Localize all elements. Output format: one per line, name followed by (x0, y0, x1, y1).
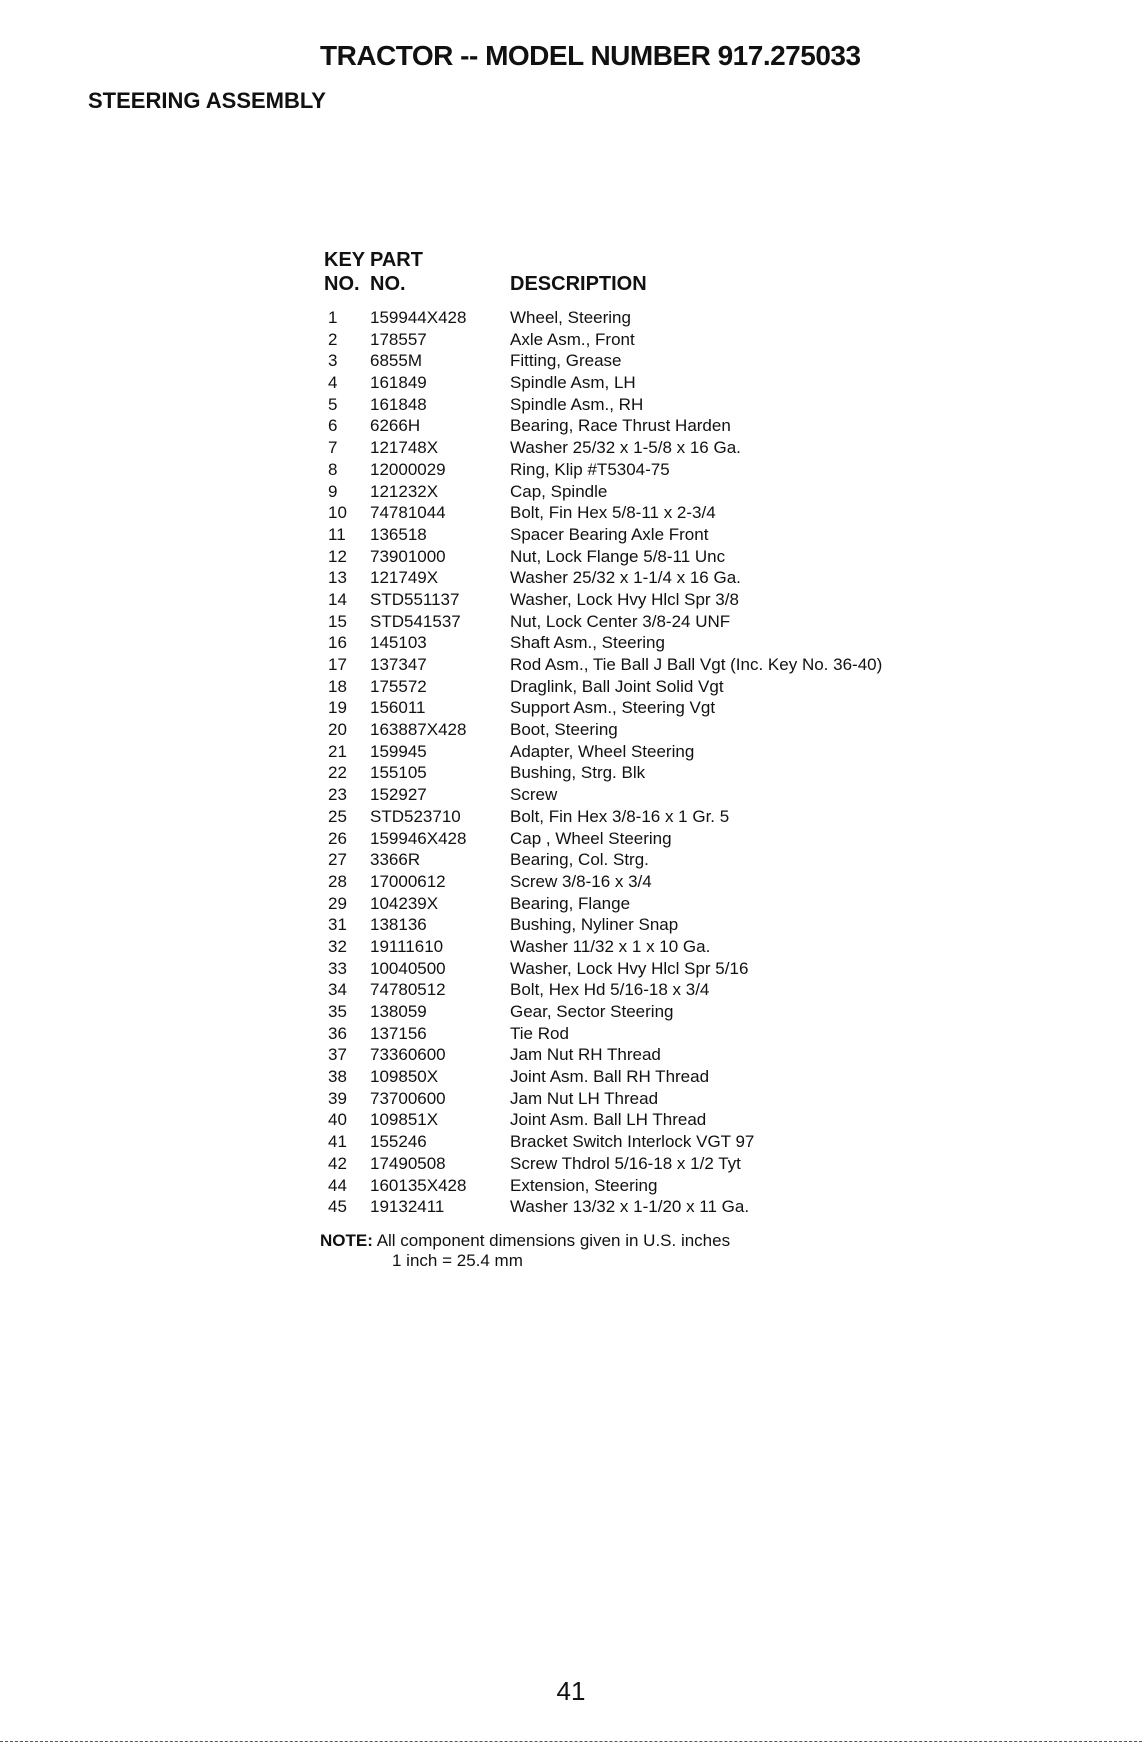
description: Washer 11/32 x 1 x 10 Ga. (510, 936, 711, 956)
description: Fitting, Grease (510, 351, 622, 371)
description: Rod Asm., Tie Ball J Ball Vgt (Inc. Key No. 36-40) (510, 655, 883, 674)
part-no: 121748X (370, 438, 439, 458)
description: Shaft Asm., Steering (510, 633, 665, 653)
part-no: 19132411 (370, 1197, 445, 1217)
part-no: 6855M (370, 351, 422, 371)
key-no: 25 (328, 806, 347, 826)
part-no: 109851X (370, 1110, 439, 1130)
table-row (324, 546, 984, 568)
key-no: 29 (328, 893, 347, 913)
description: Bracket Switch Interlock VGT 97 (510, 1132, 755, 1152)
key-no: 7 (328, 438, 338, 458)
table-header (324, 248, 924, 296)
note-line2: 1 inch = 25.4 mm (392, 1251, 523, 1270)
table-row (324, 1153, 984, 1175)
part-no: 155246 (370, 1132, 427, 1152)
table-row (324, 1196, 984, 1218)
part-no: 3366R (370, 850, 421, 870)
description: Spindle Asm., RH (510, 394, 644, 414)
table-row (324, 719, 984, 741)
description: Nut, Lock Flange 5/8-11 Unc (510, 546, 726, 566)
description: Bolt, Fin Hex 5/8-11 x 2-3/4 (510, 503, 716, 523)
part-no: STD551137 (370, 589, 460, 609)
table-row (324, 307, 984, 329)
page-title: TRACTOR -- MODEL NUMBER 917.275033 (320, 40, 861, 71)
table-row (324, 481, 984, 503)
header-part-line2: NO. (370, 273, 406, 295)
table-row (324, 828, 984, 850)
key-no: 6 (328, 416, 338, 436)
key-no: 18 (328, 676, 347, 696)
table-row (324, 1088, 984, 1110)
section-heading: STEERING ASSEMBLY (88, 88, 326, 113)
description: Draglink, Ball Joint Solid Vgt (510, 676, 724, 696)
part-no: 17490508 (370, 1153, 446, 1173)
key-no: 45 (328, 1197, 347, 1217)
key-no: 39 (328, 1088, 347, 1108)
key-no: 4 (328, 373, 338, 393)
part-no: 73700600 (370, 1088, 446, 1108)
key-no: 33 (328, 958, 347, 978)
part-no: 104239X (370, 893, 439, 913)
part-no: 109850X (370, 1067, 439, 1087)
part-no: 74781044 (370, 503, 446, 523)
table-row (324, 1066, 984, 1088)
table-row (324, 893, 984, 915)
header-key-line1: KEY (324, 249, 366, 271)
table-row (324, 1175, 984, 1197)
key-no: 16 (328, 633, 347, 653)
key-no: 19 (328, 698, 347, 718)
part-no: 10040500 (370, 958, 446, 978)
table-row (324, 654, 984, 676)
key-no: 35 (328, 1002, 347, 1021)
part-no: 73901000 (370, 546, 446, 566)
part-no: 155105 (370, 763, 427, 783)
table-row (324, 697, 984, 719)
description: Bushing, Strg. Blk (510, 763, 646, 783)
key-no: 36 (328, 1023, 347, 1043)
description: Jam Nut LH Thread (510, 1088, 659, 1108)
part-no: 159945 (370, 741, 427, 761)
description: Gear, Sector Steering (510, 1002, 674, 1021)
key-no: 21 (328, 741, 347, 761)
table-row (324, 632, 984, 654)
key-no: 13 (328, 568, 347, 588)
description: Cap , Wheel Steering (510, 828, 672, 848)
table-row (324, 958, 984, 980)
part-no: 145103 (370, 633, 427, 653)
description: Tie Rod (510, 1023, 569, 1043)
description: Screw 3/8-16 x 3/4 (510, 871, 652, 891)
table-row (324, 1001, 984, 1023)
part-no: 159944X428 (370, 308, 467, 327)
part-no: 160135X428 (370, 1175, 467, 1195)
description: Bolt, Hex Hd 5/16-18 x 3/4 (510, 980, 710, 1000)
description: Support Asm., Steering Vgt (510, 698, 716, 718)
key-no: 31 (328, 915, 347, 935)
key-no: 5 (328, 394, 338, 414)
part-no: 161849 (370, 373, 427, 393)
key-no: 15 (328, 611, 347, 631)
description: Spacer Bearing Axle Front (510, 524, 709, 544)
part-no: 138136 (370, 915, 427, 935)
description: Bolt, Fin Hex 3/8-16 x 1 Gr. 5 (510, 806, 730, 826)
table-row (324, 936, 984, 958)
description: Joint Asm. Ball LH Thread (510, 1110, 707, 1130)
part-no: 19111610 (370, 936, 444, 956)
table-row (324, 676, 984, 698)
description: Axle Asm., Front (510, 329, 635, 349)
header-key-line2: NO. (324, 273, 360, 295)
part-no: STD523710 (370, 806, 461, 826)
page-number: 41 (556, 1676, 586, 1706)
key-no: 8 (328, 459, 338, 479)
key-no: 22 (328, 763, 347, 783)
key-no: 34 (328, 980, 347, 1000)
key-no: 26 (328, 828, 347, 848)
part-no: 6266H (370, 416, 421, 436)
table-row (324, 589, 984, 611)
description: Adapter, Wheel Steering (510, 741, 695, 761)
parts-list (324, 307, 984, 1218)
key-no: 42 (328, 1153, 347, 1173)
key-no: 37 (328, 1045, 347, 1065)
description: Bearing, Col. Strg. (510, 850, 649, 870)
table-row (324, 394, 984, 416)
description: Washer 25/32 x 1-5/8 x 16 Ga. (510, 438, 741, 458)
description: Washer 25/32 x 1-1/4 x 16 Ga. (510, 568, 741, 588)
table-row (324, 806, 984, 828)
key-no: 2 (328, 329, 338, 349)
part-no: 73360600 (370, 1045, 446, 1065)
description: Jam Nut RH Thread (510, 1045, 661, 1065)
part-no: 121749X (370, 568, 439, 588)
description: Bearing, Flange (510, 893, 631, 913)
part-no: 152927 (370, 785, 427, 805)
table-row (324, 762, 984, 784)
key-no: 38 (328, 1067, 347, 1087)
key-no: 10 (328, 503, 347, 523)
description: Extension, Steering (510, 1175, 658, 1195)
table-row (324, 329, 984, 351)
note-line1: All component dimensions given in U.S. inches (376, 1231, 731, 1250)
description: Wheel, Steering (510, 308, 631, 327)
table-row (324, 350, 984, 372)
part-no: 156011 (370, 698, 426, 718)
part-no: 137347 (370, 655, 427, 674)
table-row (324, 524, 984, 546)
key-no: 17 (328, 655, 347, 674)
key-no: 9 (328, 481, 338, 501)
table-row (324, 1044, 984, 1066)
key-no: 11 (328, 524, 346, 544)
table-row (324, 1109, 984, 1131)
bottom-divider (0, 1741, 1142, 1742)
table-row (324, 1131, 984, 1153)
table-row (324, 784, 984, 806)
table-row (324, 567, 984, 589)
key-no: 12 (328, 546, 347, 566)
table-row (324, 611, 984, 633)
key-no: 14 (328, 589, 347, 609)
part-no: 136518 (370, 524, 427, 544)
description: Ring, Klip #T5304-75 (510, 459, 670, 479)
description: Bushing, Nyliner Snap (510, 915, 679, 935)
description: Cap, Spindle (510, 481, 608, 501)
key-no: 41 (328, 1132, 347, 1152)
key-no: 28 (328, 871, 347, 891)
description: Washer, Lock Hvy Hlcl Spr 5/16 (510, 958, 749, 978)
description: Screw Thdrol 5/16-18 x 1/2 Tyt (510, 1153, 741, 1173)
part-no: 121232X (370, 481, 439, 501)
part-no: 175572 (370, 676, 427, 696)
key-no: 3 (328, 351, 338, 371)
description: Screw (510, 785, 558, 805)
description: Boot, Steering (510, 720, 618, 740)
part-no: 17000612 (370, 871, 446, 891)
table-row (324, 459, 984, 481)
description: Spindle Asm, LH (510, 373, 636, 393)
key-no: 32 (328, 936, 347, 956)
part-no: 178557 (370, 329, 427, 349)
part-no: 161848 (370, 394, 427, 414)
table-row (324, 979, 984, 1001)
table-row (324, 871, 984, 893)
table-row (324, 372, 984, 394)
header-part-line1: PART (370, 249, 423, 271)
description: Washer, Lock Hvy Hlcl Spr 3/8 (510, 589, 739, 609)
description: Joint Asm. Ball RH Thread (510, 1067, 710, 1087)
part-no: 163887X428 (370, 720, 467, 740)
note (320, 1231, 730, 1271)
description: Nut, Lock Center 3/8-24 UNF (510, 611, 731, 631)
key-no: 20 (328, 720, 347, 740)
note-label: NOTE: (320, 1231, 373, 1250)
part-no: 12000029 (370, 459, 446, 479)
table-row (324, 415, 984, 437)
header-description: DESCRIPTION (510, 273, 647, 295)
part-no: STD541537 (370, 611, 461, 631)
part-no: 159946X428 (370, 828, 467, 848)
description: Washer 13/32 x 1-1/20 x 11 Ga. (510, 1197, 750, 1217)
table-row (324, 914, 984, 936)
part-no: 137156 (370, 1023, 427, 1043)
key-no: 23 (328, 785, 347, 805)
part-no: 138059 (370, 1002, 427, 1021)
part-no: 74780512 (370, 980, 446, 1000)
table-row (324, 741, 984, 763)
table-row (324, 437, 984, 459)
table-row (324, 849, 984, 871)
key-no: 44 (328, 1175, 347, 1195)
key-no: 40 (328, 1110, 347, 1130)
description: Bearing, Race Thrust Harden (510, 416, 731, 436)
key-no: 27 (328, 850, 347, 870)
table-row (324, 502, 984, 524)
key-no: 1 (328, 308, 338, 327)
table-row (324, 1023, 984, 1045)
